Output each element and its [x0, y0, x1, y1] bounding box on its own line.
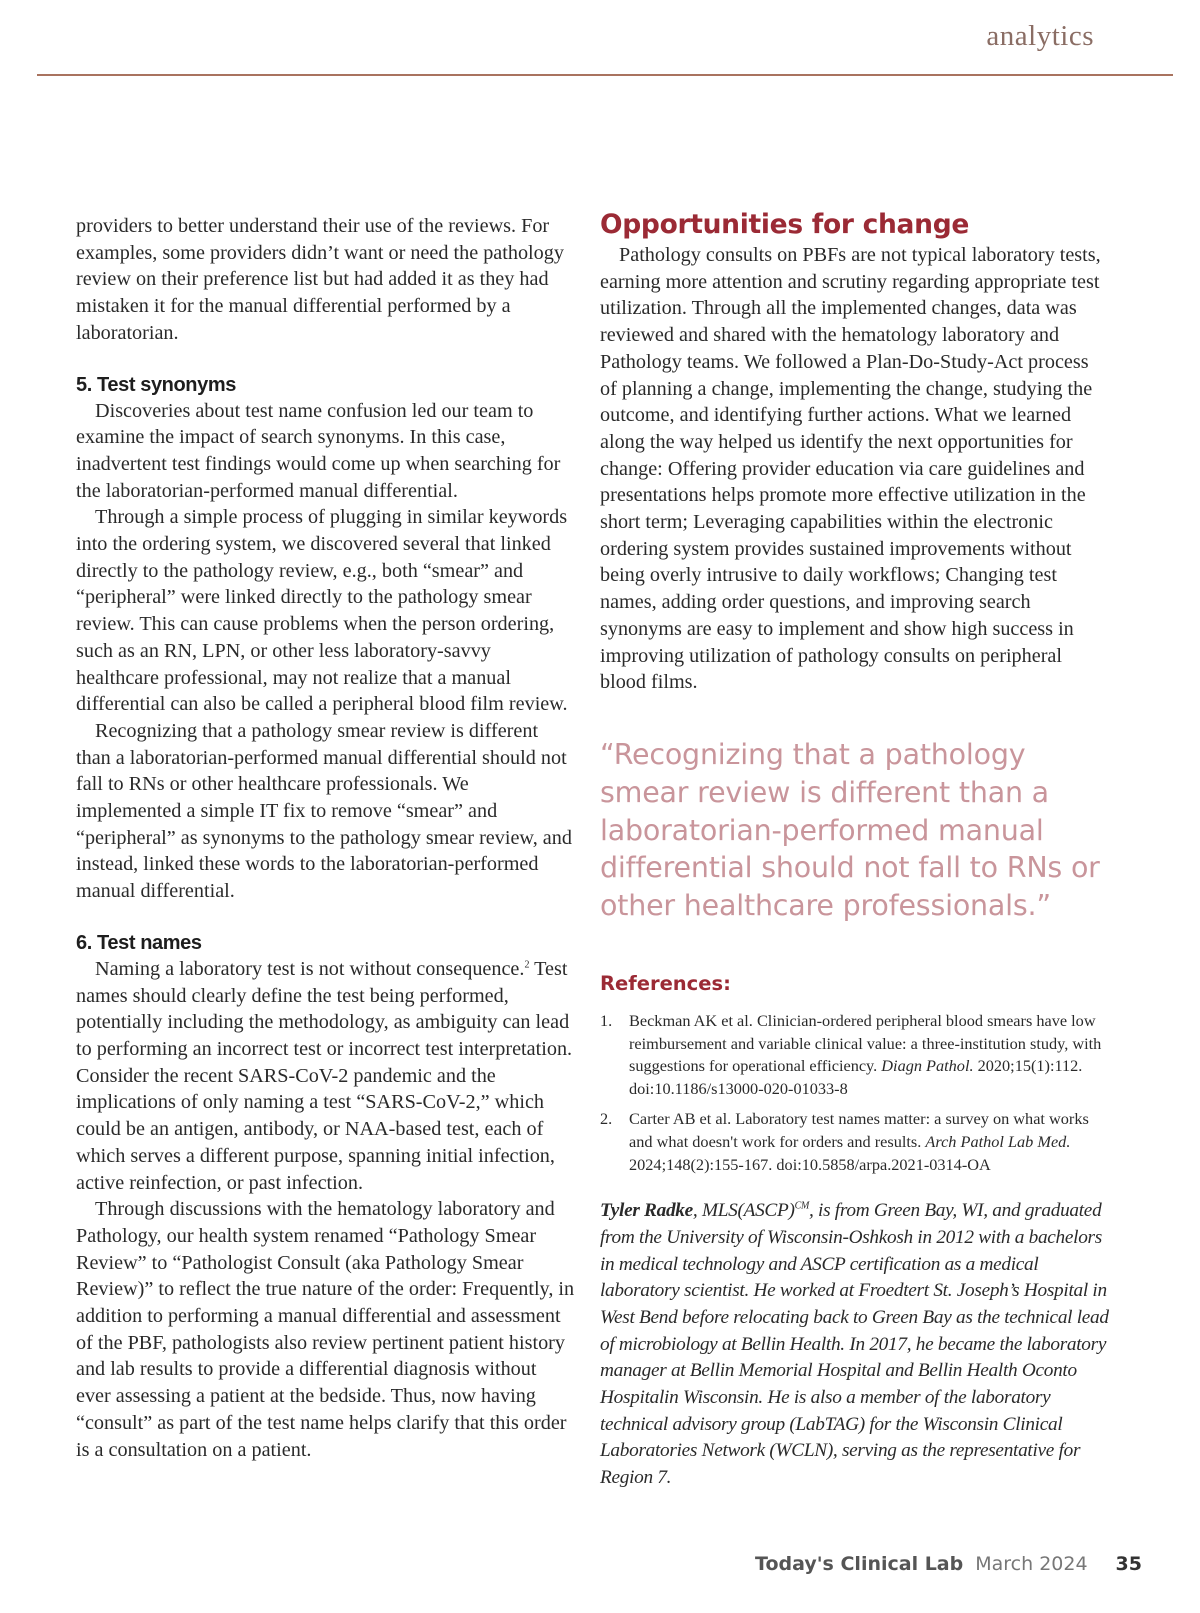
- section-5-paragraph-3: Recognizing that a pathology smear review is different than a laboratorian-performed manual differential should not fall to RNs or other healthcare professionals. We implemented a simple IT fix to remove “smear” and “peripheral” as synonyms to the pathology smear review, and instead, linked these words to the laboratorian-performed manual differential.: [76, 719, 572, 903]
- author-name: Tyler Radke: [600, 1200, 693, 1222]
- section-6-p1-lead: Naming a laboratory test is not without consequence.: [95, 957, 525, 980]
- header-divider: [37, 74, 1173, 76]
- references-title: References:: [600, 971, 731, 995]
- intro-paragraph: providers to better understand their use of the reviews. For examples, some providers didn’t want or need the pathology review on their preference list but had added it as they had mistaken it for the manual differential performed by a laboratorian.: [76, 215, 564, 344]
- author-credentials: , MLS(ASCP): [692, 1200, 795, 1222]
- section-6-paragraph-2: Through discussions with the hematology laboratory and Pathology, our health system renamed “Pathology Smear Review” to “Pathologist Consult (aka Pathology Smear Review)” to reflect the true nature of the order: Frequently, in addition to performing a manual differential and assessment of the PBF, pathologists also review pertinent patient history and lab results to provide a differential diagnosis without ever assessing a patient at the bedside. Thus, now having “consult” as part of the test name helps clarify that this order is a consultation on a patient.: [76, 1198, 575, 1461]
- section-5-paragraph-2: Through a simple process of plugging in similar keywords into the ordering system, we discovered several that linked directly to the pathology review, e.g., both “smear” and “peripheral” were linked directly to the pathology smear review. This can cause problems when the person ordering, such as an RN, LPN, or other less laboratory-savvy healthcare professional, may not realize that a manual differential can also be called a peripheral blood film review.: [76, 506, 568, 716]
- author-bio-text: , is from Green Bay, WI, and graduated from the University of Wisconsin-Oshkosh in 2012 with a bachelors in medical technology and ASCP certification as a medical laboratory scientist. He worked at Froedtert St. Joseph’s Hospital in West Bend before relocating back to Green Bay as the technical lead of microbiology at Bellin Health. In 2017, he became the laboratory manager at Bellin Memorial Hospital and Bellin Health Oconto Hospitalin Wisconsin. He is also a member of the laboratory technical advisory group (LabTAG) for the Wisconsin Clinical Laboratories Network (WCLN), serving as the representative for Region 7.: [600, 1200, 1109, 1489]
- pull-quote: “Recognizing that a pathology smear review is different than a laboratorian-performed manual differential should not fall to RNs or other healthcare professionals.”: [600, 737, 1100, 923]
- left-column: [76, 213, 576, 1463]
- right-column: [600, 208, 1110, 1492]
- citation-superscript: 2: [524, 959, 530, 971]
- reference-item: [600, 1108, 1110, 1176]
- reference-text: Carter AB et al. Laboratory test names matter: a survey on what works and what doesn't work for orders and results.: [629, 1109, 1089, 1151]
- reference-citation: 2024;148(2):155-167. doi:10.5858/arpa.2021-0314-OA: [629, 1154, 991, 1174]
- reference-item: [600, 1010, 1110, 1100]
- section-6-paragraph-1: [76, 956, 576, 1196]
- opportunities-paragraph: Pathology consults on PBFs are not typical laboratory tests, earning more attention and scrutiny regarding appropriate test utilization. Through all the implemented changes, data was reviewed and shared with the hematology laboratory and Pathology teams. We followed a Plan-Do-Study-Act process of planning a change, implementing the change, studying the outcome, and identifying further actions. What we learned along the way helped us identify the next opportunities for change: Offering provider education via care guidelines and presentations helps promote more effective utilization in the short term; Leveraging capabilities within the electronic ordering system provides sustained improvements without being overly intrusive to daily workflows; Changing test names, adding order questions, and improving search synonyms are easy to implement and show high success in improving utilization of pathology consults on peripheral blood films.: [600, 244, 1101, 694]
- reference-citation: 2020;15(1):112. doi:10.1186/s13000-020-01033-8: [629, 1056, 1083, 1098]
- magazine-name: Today's Clinical Lab: [755, 1553, 964, 1575]
- section-tag: analytics: [986, 20, 1094, 52]
- reference-number: 1.: [600, 1010, 613, 1030]
- issue-date: March 2024: [975, 1553, 1088, 1575]
- reference-number: 2.: [600, 1109, 613, 1129]
- opportunities-title: Opportunities for change: [600, 209, 970, 240]
- reference-journal: Arch Pathol Lab Med.: [925, 1131, 1071, 1151]
- references-list: [600, 1010, 1110, 1176]
- section-6-p1-rest: Test names should clearly define the test being performed, potentially including the methodology, as ambiguity can lead to performing an incorrect test or incorrect test interpretation. Consider the recent SARS-CoV-2 pandemic and the implications of only naming a test “SARS-CoV-2,” which could be an antigen, antibody, or NAA-based test, each of which serves a different purpose, spanning initial infection, active reinfection, or past infection.: [76, 957, 573, 1194]
- author-credentials-superscript: CM: [794, 1200, 809, 1212]
- reference-text: Beckman AK et al. Clinician-ordered peripheral blood smears have low reimbursement and variable clinical value: a three-institution study, with suggestions for operational efficiency.: [629, 1010, 1102, 1076]
- page-number: 35: [1115, 1553, 1142, 1575]
- section-5-paragraph-1: Discoveries about test name confusion led our team to examine the impact of search synonyms. In this case, inadvertent test findings would come up when searching for the laboratorian-performed manual differential.: [76, 399, 561, 502]
- page-footer: [755, 1553, 1142, 1583]
- reference-journal: Diagn Pathol.: [881, 1056, 974, 1076]
- section-6-title: 6. Test names: [76, 931, 202, 954]
- section-5-title: 5. Test synonyms: [76, 373, 236, 396]
- author-bio: [600, 1198, 1110, 1492]
